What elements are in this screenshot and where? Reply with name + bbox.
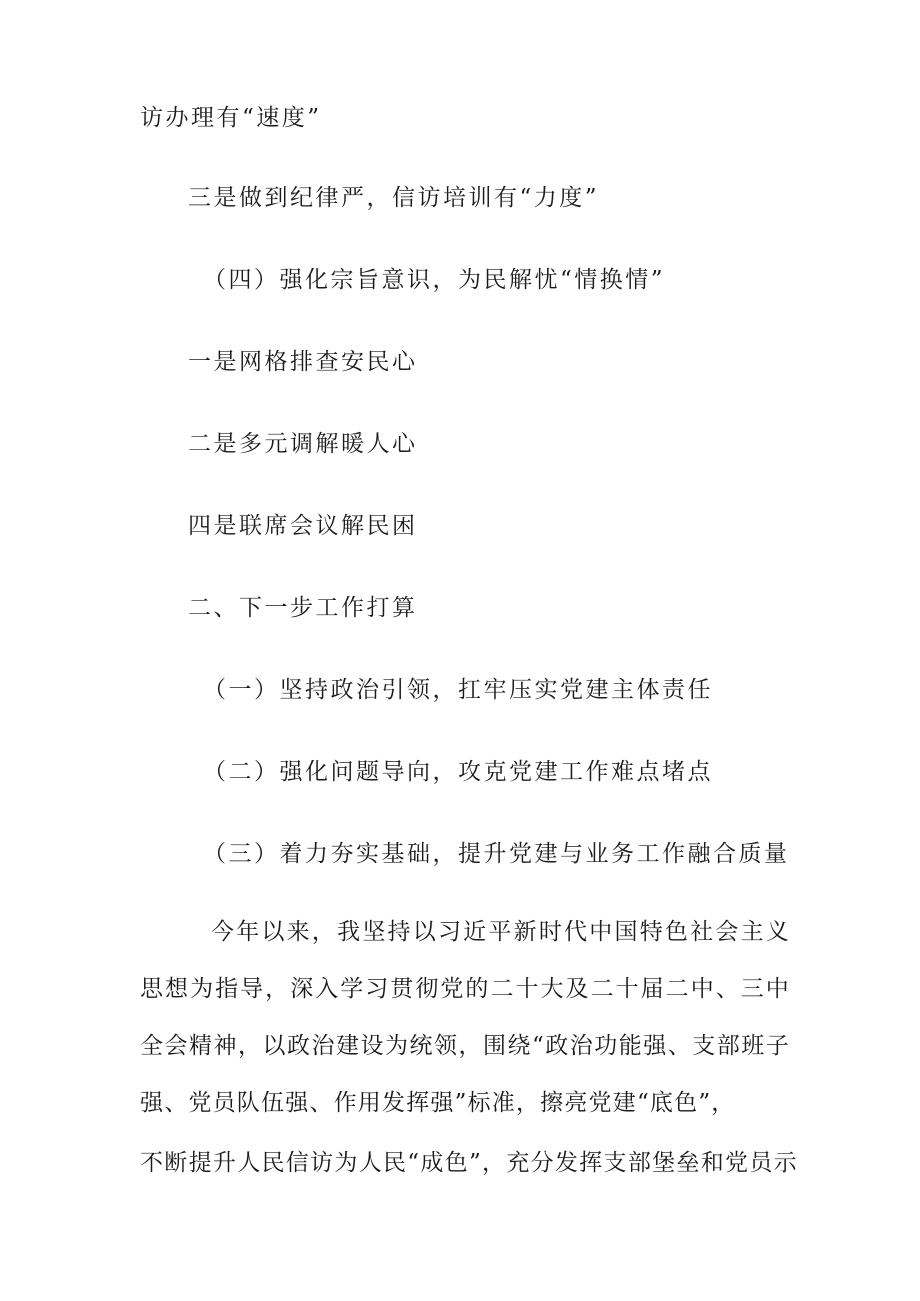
text-line-4: 一是网格排查安民心 xyxy=(188,349,418,375)
text-line-6: 四是联席会议解民困 xyxy=(188,513,418,539)
body-paragraph xyxy=(140,904,790,1132)
subheading-2: （二）强化问题导向，攻克党建工作难点堵点 xyxy=(203,759,713,785)
text-line-2: 三是做到纪律严，信访培训有“力度” xyxy=(188,185,600,211)
chapter-heading-2: 二、下一步工作打算 xyxy=(188,595,418,621)
text-line-last: 不断提升人民信访为人民“成色”，充分发挥支部堡垒和党员示 xyxy=(140,1150,798,1176)
body-paragraph-text: 今年以来，我坚持以习近平新时代中国特色社会主义思想为指导，深入学习贯彻党的二十大及二十届二中、三中全会精神，以政治建设为统领，围绕“政治功能强、支部班子强、党员队伍强、作用发挥强”标准，擦亮党建“底色”， xyxy=(140,919,790,1116)
subheading-3: （三）着力夯实基础，提升党建与业务工作融合质量 xyxy=(203,841,790,867)
subheading-1: （一）坚持政治引领，扛牢压实党建主体责任 xyxy=(203,677,713,703)
section-heading-4: （四）强化宗旨意识，为民解忧“情换情” xyxy=(203,267,666,293)
text-line-1: 访办理有“速度” xyxy=(140,105,322,131)
text-line-5: 二是多元调解暖人心 xyxy=(188,431,418,457)
